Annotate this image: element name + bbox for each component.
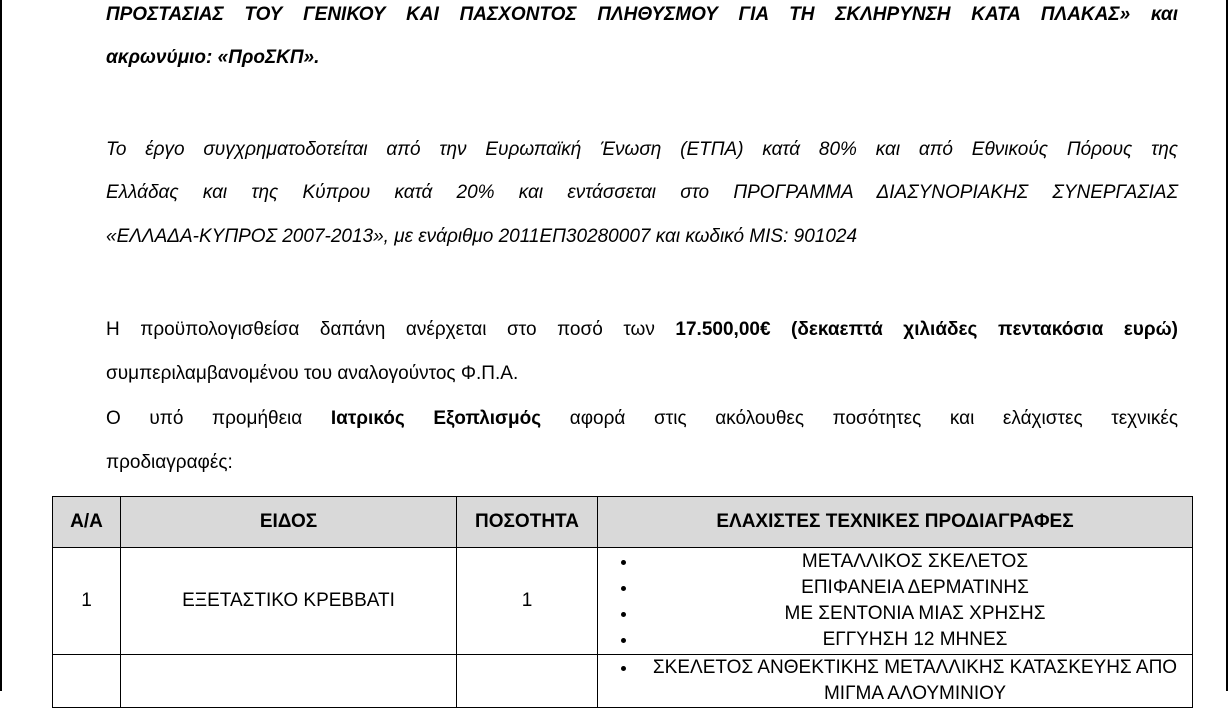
spec-item: • ΕΠΙΦΑΝΕΙΑ ΔΕΡΜΑΤΙΝΗΣ [638, 575, 1192, 601]
budget-prefix: Η προϋπολογισθείσα δαπάνη ανέρχεται στο ποσό των [106, 319, 676, 340]
funding-line-2: Ελλάδας και της Κύπρου κατά 20% και εντάσσεται στο ΠΡΟΓΡΑΜΜΑ ΔΙΑΣΥΝΟΡΙΑΚΗΣ ΣΥΝΕΡΓΑΣΙΑΣ [106, 182, 1178, 203]
spec-item: • ΜΕ ΣΕΝΤΟΝΙΑ ΜΙΑΣ ΧΡΗΣΗΣ [638, 601, 1192, 627]
budget-line-1 [106, 309, 1178, 351]
cell-specs [598, 548, 1193, 655]
table-row [53, 655, 1193, 708]
budget-line-2: συμπεριλαμβανομένου του αναλογούντος Φ.Π.Α. [106, 363, 519, 384]
funding-line-1: Το έργο συγχρηματοδοτείται από την Ευρωπαϊκή Ένωση (ΕΤΠΑ) κατά 80% και από Εθνικούς Πόρους της [106, 139, 1178, 160]
cell-item [121, 655, 457, 708]
spec-item: • ΜΕΤΑΛΛΙΚΟΣ ΣΚΕΛΕΤΟΣ [638, 549, 1192, 575]
spec-item: • ΣΚΕΛΕΤΟΣ ΑΝΘΕΚΤΙΚΗΣ ΜΕΤΑΛΛΙΚΗΣ ΚΑΤΑΣΚΕΥΗΣ ΑΠΟ ΜΙΓΜΑ ΑΛΟΥΜΙΝΙΟΥ [638, 655, 1192, 707]
cell-qty: 1 [457, 548, 598, 655]
intro-line-1: ΠΡΟΣΤΑΣΙΑΣ ΤΟΥ ΓΕΝΙΚΟΥ ΚΑΙ ΠΑΣΧΟΝΤΟΣ ΠΛΗΘΥΣΜΟΥ ΓΙΑ ΤΗ ΣΚΛΗΡΥΝΣΗ ΚΑΤΑ ΠΛΑΚΑΣ» και [106, 4, 1178, 25]
header-item: ΕΙΔΟΣ [121, 497, 457, 548]
budget-amount: 17.500,00€ (δεκαεπτά χιλιάδες πεντακόσια ευρώ) [675, 319, 1178, 340]
spec-list [598, 549, 1192, 653]
cell-item: ΕΞΕΤΑΣΤΙΚΟ ΚΡΕΒΒΑΤΙ [121, 548, 457, 655]
equipment-suffix: αφορά στις ακόλουθες ποσότητες και ελάχιστες τεχνικές [541, 408, 1178, 429]
table-header-row [53, 497, 1193, 548]
header-qty: ΠΟΣΟΤΗΤΑ [457, 497, 598, 548]
cell-qty [457, 655, 598, 708]
header-aa: Α/Α [53, 497, 121, 548]
equipment-bold: Ιατρικός Εξοπλισμός [330, 408, 542, 429]
equipment-line-1 [106, 398, 1178, 440]
specifications-table [52, 496, 1193, 708]
cell-aa [53, 655, 121, 708]
intro-line-2: ακρωνύμιο: «ΠροΣΚΠ». [106, 47, 320, 68]
cell-specs [598, 655, 1193, 708]
header-specs: ΕΛΑΧΙΣΤΕΣ ΤΕΧΝΙΚΕΣ ΠΡΟΔΙΑΓΡΑΦΕΣ [598, 497, 1193, 548]
funding-line-3: «ΕΛΛΑΔΑ-ΚΥΠΡΟΣ 2007-2013», με ενάριθμο 2011ΕΠ30280007 και κωδικό MIS: 901024 [106, 226, 858, 247]
equipment-prefix: Ο υπό προμήθεια [106, 408, 331, 429]
page-border-left [0, 0, 2, 691]
equipment-line-2: προδιαγραφές: [106, 452, 233, 473]
spec-item: • ΕΓΓΥΗΣΗ 12 ΜΗΝΕΣ [638, 627, 1192, 653]
cell-aa: 1 [53, 548, 121, 655]
spec-list [598, 655, 1192, 707]
table-row [53, 548, 1193, 655]
